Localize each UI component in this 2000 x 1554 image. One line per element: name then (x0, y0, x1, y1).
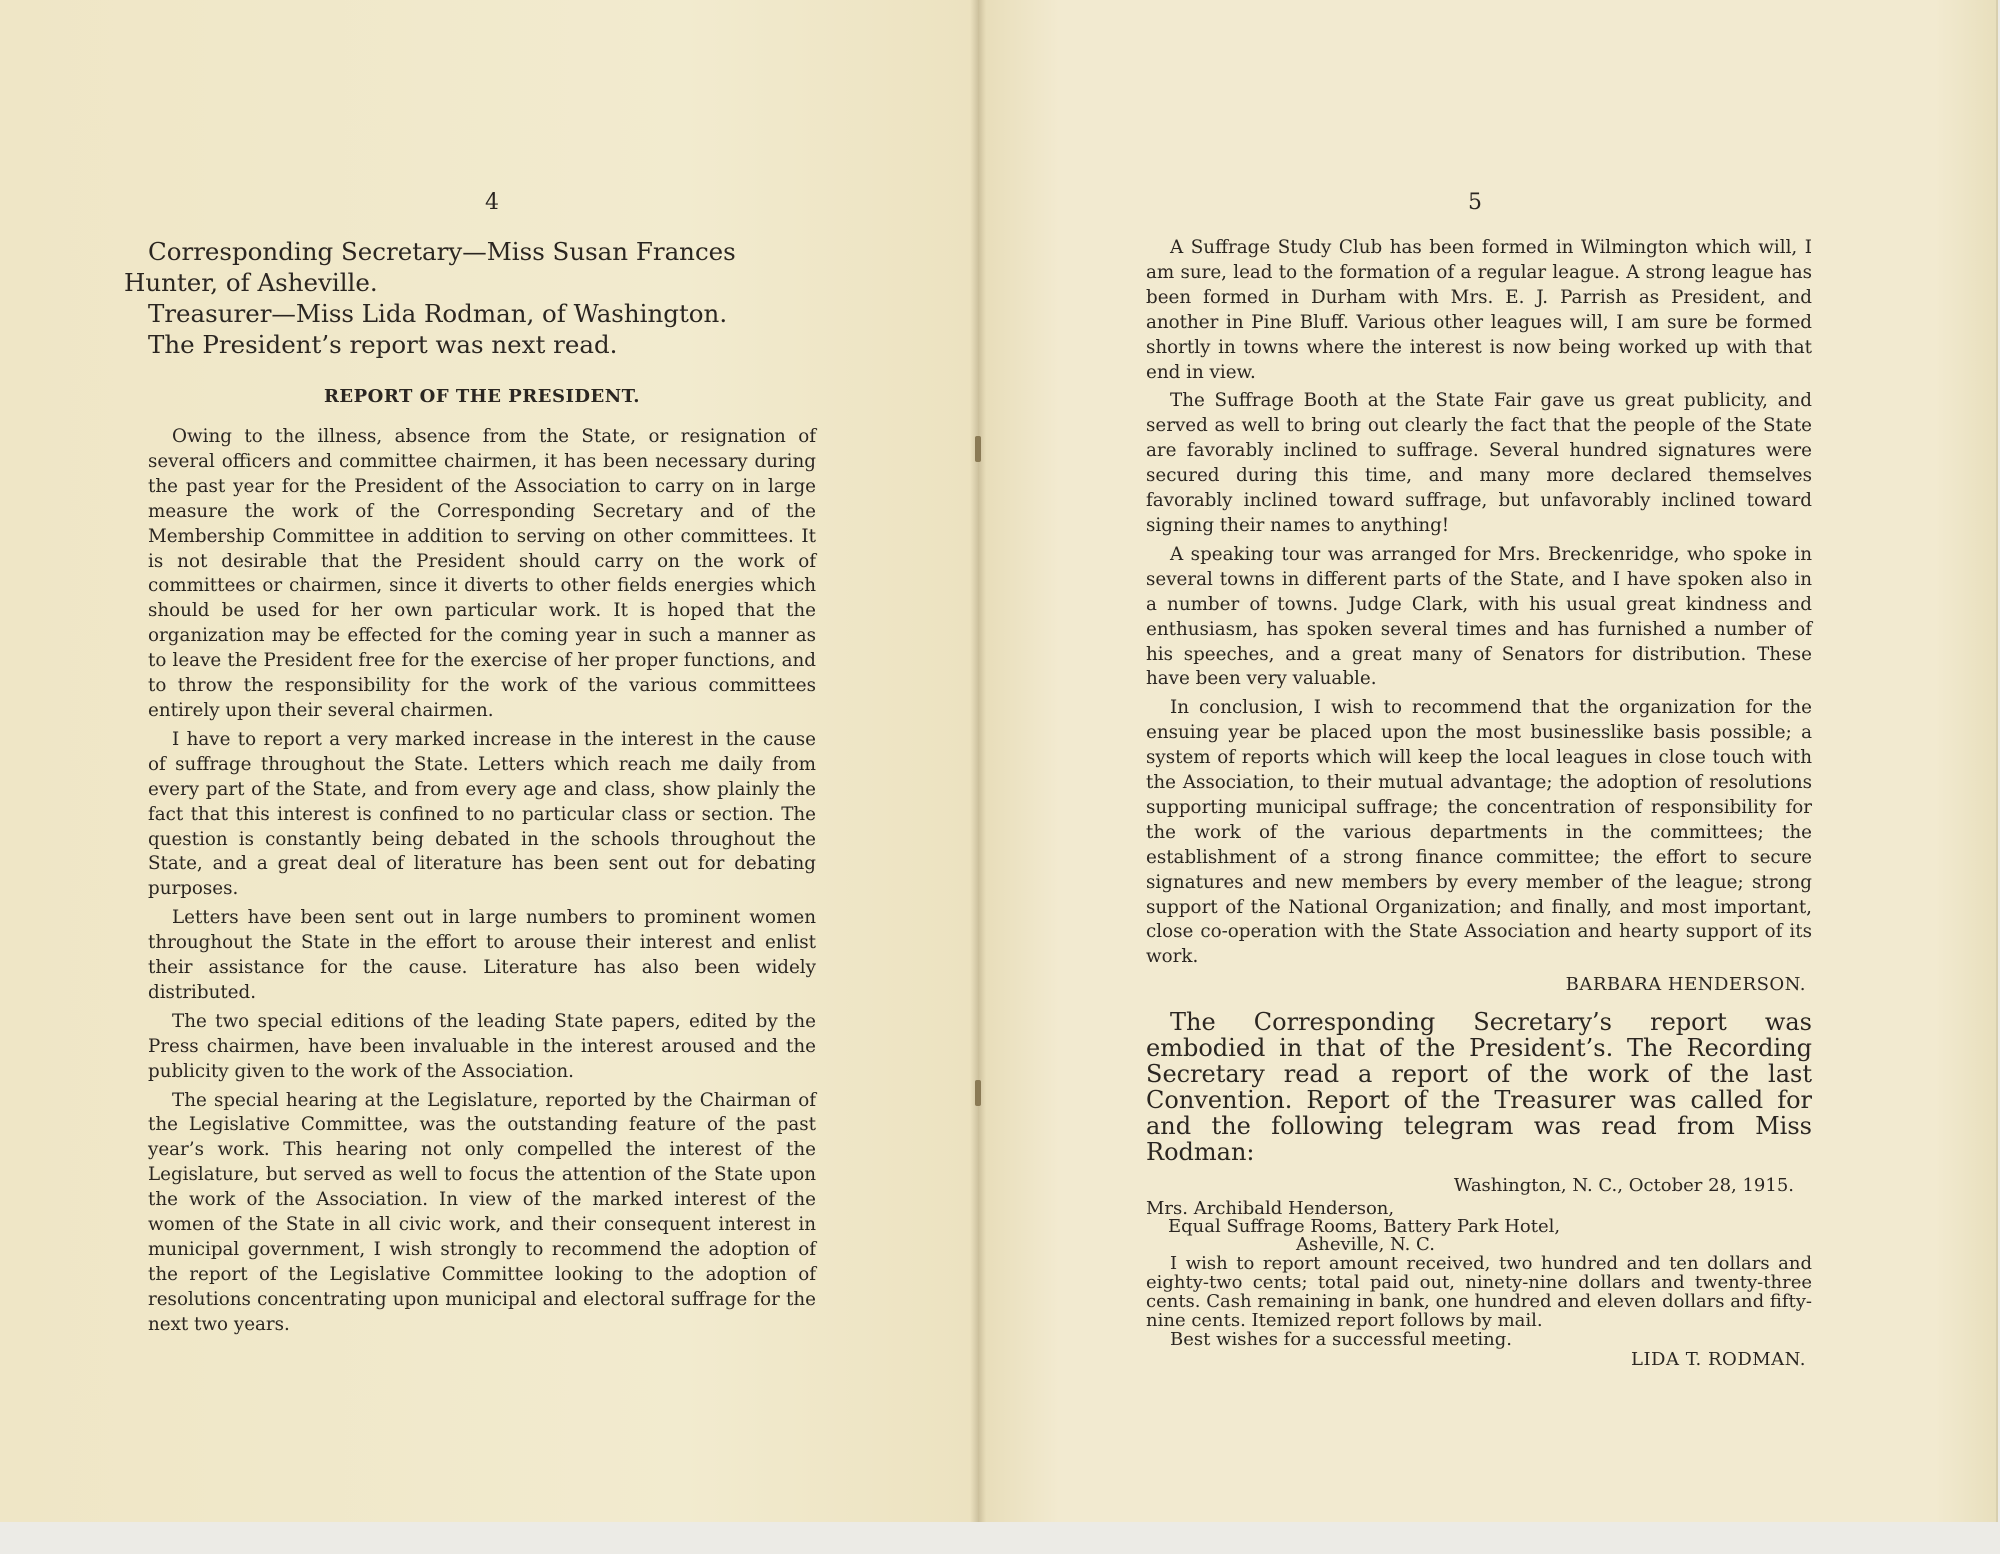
telegram-date: Washington, N. C., October 28, 1915. (1453, 1175, 1794, 1197)
president-report-intro: The President’s report was next read. (148, 330, 618, 359)
report-heading: REPORT OF THE PRESIDENT. (323, 386, 641, 407)
left-paragraph-1: Owing to the illness, absence from the State, or resignation of several officers and committee chairmen, it has been necessary during the past year for the President of the Association to carry on in large measure the work of the Corresponding Secretary and of the Membership Committee in addition to serving on other committees. It is not desirable that the President should carry on the work of committees or chairmen, since it diverts to other fields energies which should be used for her own particular work. It is hoped that the organization may be effected for the coming year in such a manner as to leave the President free for the exercise of her proper functions, and to throw the responsibility for the work of the various committees entirely upon their several chairmen. (148, 426, 816, 721)
book-gutter (970, 0, 986, 1522)
page-number-left: 4 (485, 190, 499, 215)
scan-background (0, 1522, 2000, 1554)
left-paragraph-5: The special hearing at the Legislature, reported by the Chairman of the Legislative Committee, was the outstanding feature of the past year’s work. This hearing not only compelled the interest of the Legislature, but served as well to focus the attention of the State upon the work of the Association. In view of the marked interest of the women of the State in all civic work, and their consequent interest in municipal government, I wish strongly to recommend the adoption of the report of the Legislative Committee looking to the adoption of resolutions concentrating upon municipal and electoral suffrage for the next two years. (148, 1089, 816, 1335)
page-number-right: 5 (1468, 190, 1482, 215)
binding-staple (975, 436, 981, 462)
right-paragraph-4: In conclusion, I wish to recommend that the organization for the ensuing year be placed upon the most businesslike basis possible; a system of reports which will keep the local leagues in close touch with the Association, to their mutual advantage; the adoption of resolutions supporting municipal suffrage; the concentration of responsibility for the work of the various departments in the committees; the establishment of a strong finance committee; the effort to secure signatures and new members by every member of the league; strong support of the National Organization; and finally, and most important, close co-operation with the State Association and hearty support of its work. (1146, 697, 1812, 968)
left-paragraph-4: The two special editions of the leading State papers, edited by the Press chairmen, have been invaluable in the interest aroused and the publicity given to the work of the Association. (148, 1010, 816, 1082)
telegram-city: Asheville, N. C. (1296, 1234, 1435, 1256)
left-column (124, 236, 816, 1342)
president-signature: BARBARA HENDERSON. (1565, 974, 1806, 996)
right-paragraph-3: A speaking tour was arranged for Mrs. Breckenridge, who spoke in several towns in different parts of the State, and I have spoken also in a number of towns. Judge Clark, with his usual great kindness and enthusiasm, has spoken several times and has furnished a number of his speeches, and a great many of Senators for distribution. These have been very valuable. (1146, 543, 1812, 690)
right-paragraph-2: The Suffrage Booth at the State Fair gave us great publicity, and served as well to bring out clearly the fact that the people of the State are favorably inclined to suffrage. Several hundred signatures were secured during this time, and many more declared themselves favorably inclined toward suffrage, but unfavorably inclined toward signing their names to anything! (1146, 390, 1812, 536)
telegram-address-line: Equal Suffrage Rooms, Battery Park Hotel, (1168, 1216, 1561, 1238)
telegram-addressee: Mrs. Archibald Henderson, (1146, 1198, 1395, 1220)
telegram-closing: Best wishes for a successful meeting. (1170, 1329, 1513, 1351)
binding-staple (975, 1080, 981, 1106)
corresponding-secretary-note: The Corresponding Secretary’s report was embodied in that of the President’s. The Recording Secretary read a report of the work of the last Convention. Report of the Treasurer was called for and the following telegram was read from Miss Rodman: (1146, 1008, 1812, 1167)
left-page (0, 0, 978, 1522)
right-column (1146, 236, 1812, 1378)
officer-treasurer: Treasurer—Miss Lida Rodman, of Washington. (148, 299, 728, 328)
left-paragraph-3: Letters have been sent out in large numbers to prominent women throughout the State in the effort to arouse their interest and enlist their assistance for the cause. Literature has also been widely distributed. (148, 907, 816, 1003)
officer-corresponding-secretary: Corresponding Secretary—Miss Susan Frances Hunter, of Asheville. (124, 237, 736, 297)
treasurer-signature: LIDA T. RODMAN. (1630, 1349, 1806, 1371)
telegram-body: I wish to report amount received, two hundred and ten dollars and eighty-two cents; total paid out, ninety-nine dollars and twenty-three cents. Cash remaining in bank, one hundred and eleven dollars and fifty-nine cents. Itemized report follows by mail. (1146, 1253, 1812, 1332)
right-paragraph-1: A Suffrage Study Club has been formed in Wilmington which will, I am sure, lead to the formation of a regular league. A strong league has been formed in Durham with Mrs. E. J. Parrish as President, and another in Pine Bluff. Various other leagues will, I am sure be formed shortly in towns where the interest is now being worked up with that end in view. (1146, 237, 1812, 383)
left-paragraph-2: I have to report a very marked increase in the interest in the cause of suffrage throughout the State. Letters which reach me daily from every part of the State, and from every age and class, show plainly the fact that this interest is confined to no particular class or section. The question is constantly being debated in the schools throughout the State, and a great deal of literature has been sent out for debating purposes. (148, 728, 816, 900)
